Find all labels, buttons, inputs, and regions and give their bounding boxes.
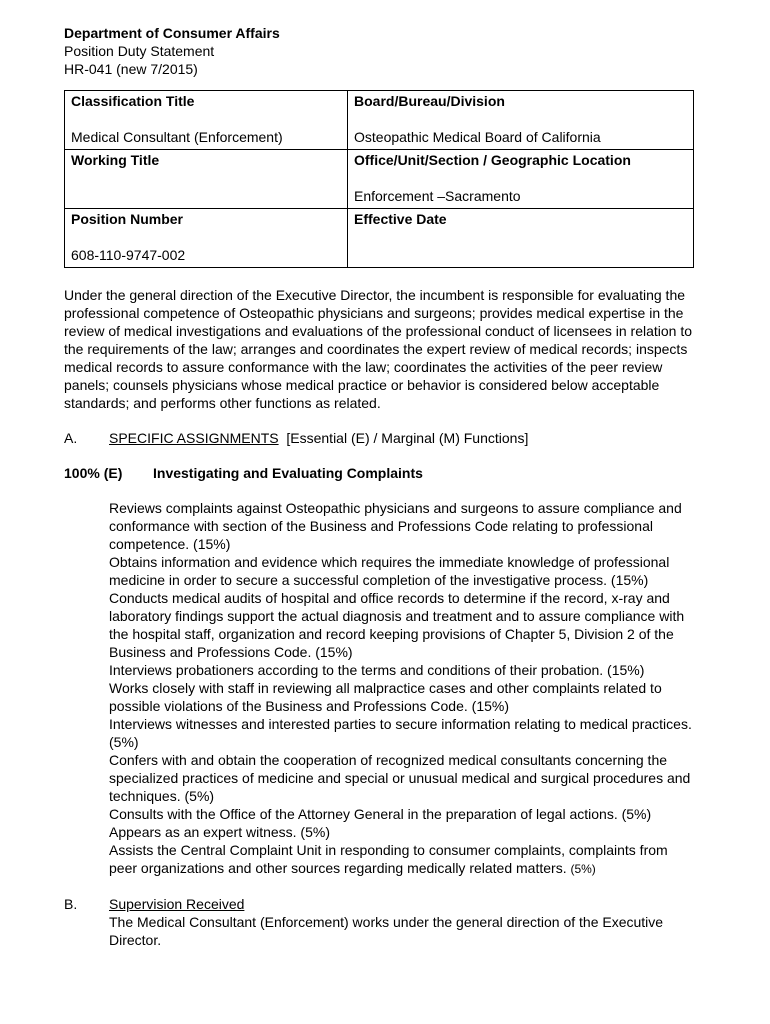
duty-item: Interviews probationers according to the terms and conditions of their probation. (15%) bbox=[109, 662, 645, 678]
board-cell bbox=[348, 91, 694, 150]
section-b-title: Supervision Received bbox=[109, 896, 245, 912]
section-a-heading bbox=[64, 429, 694, 447]
duty-item-text: Assists the Central Complaint Unit in responding to consumer complaints, complaints from peer organizations and other sources regarding medically related matters. bbox=[109, 842, 668, 876]
duty-statement-page bbox=[64, 24, 694, 949]
classification-title-cell bbox=[65, 91, 348, 150]
section-a-letter: A. bbox=[64, 430, 78, 446]
duty-item: Conducts medical audits of hospital and office records to determine if the record, x-ray and laboratory findings support the actual diagnosis and treatment and to assure compliance with the hospital staff, organization and record keeping provisions of Chapter 5, Division 2 of the Business and Professions Code. (15%) bbox=[109, 590, 685, 660]
section-b-letter: B. bbox=[64, 896, 78, 912]
duty-item: Appears as an expert witness. (5%) bbox=[109, 824, 330, 840]
function-heading bbox=[64, 464, 694, 482]
office-label: Office/Unit/Section / Geographic Location bbox=[354, 152, 631, 168]
function-percent: 100% (E) bbox=[64, 465, 123, 481]
office-value: Enforcement –Sacramento bbox=[354, 188, 521, 204]
position-number-value: 608-110-9747-002 bbox=[71, 247, 186, 263]
document-title: Position Duty Statement bbox=[64, 43, 215, 59]
position-number-label: Position Number bbox=[71, 211, 184, 227]
duty-item bbox=[109, 841, 694, 878]
effective-date-label: Effective Date bbox=[354, 211, 447, 227]
department-name: Department of Consumer Affairs bbox=[64, 25, 280, 41]
working-title-label: Working Title bbox=[71, 152, 160, 168]
position-number-cell bbox=[65, 209, 348, 268]
duty-item-percent: (5%) bbox=[570, 862, 596, 876]
section-a-title: SPECIFIC ASSIGNMENTS bbox=[109, 430, 279, 446]
duty-item: Obtains information and evidence which requires the immediate knowledge of professional medicine in order to secure a successful completion of the investigative process. (15%) bbox=[109, 554, 670, 588]
section-b bbox=[64, 895, 694, 949]
duty-item: Interviews witnesses and interested parties to secure information relating to medical practices. (5%) bbox=[109, 716, 692, 750]
duty-item: Reviews complaints against Osteopathic physicians and surgeons to assure compliance and conformance with section of the Business and Professions Code relating to professional competence. (15%) bbox=[109, 500, 682, 552]
section-b-text: The Medical Consultant (Enforcement) works under the general direction of the Executive Director. bbox=[109, 914, 664, 948]
document-header bbox=[64, 24, 694, 78]
duty-item: Consults with the Office of the Attorney General in the preparation of legal actions. (5%) bbox=[109, 806, 652, 822]
office-cell bbox=[348, 150, 694, 209]
section-a-note: [Essential (E) / Marginal (M) Functions] bbox=[286, 430, 529, 446]
working-title-cell bbox=[65, 150, 348, 209]
classification-title-value: Medical Consultant (Enforcement) bbox=[71, 129, 283, 145]
form-code: HR-041 (new 7/2015) bbox=[64, 61, 198, 77]
effective-date-cell bbox=[348, 209, 694, 268]
duty-item: Confers with and obtain the cooperation of recognized medical consultants concerning the specialized practices of medicine and special or unusual medical and surgical procedures and techniques. (5%) bbox=[109, 752, 691, 804]
duty-item: Works closely with staff in reviewing all malpractice cases and other complaints related to possible violations of the Business and Professions Code. (15%) bbox=[109, 680, 662, 714]
position-info-table bbox=[64, 90, 694, 268]
working-title-value bbox=[71, 187, 341, 205]
duties-list bbox=[109, 499, 694, 878]
board-value: Osteopathic Medical Board of California bbox=[354, 129, 601, 145]
function-title: Investigating and Evaluating Complaints bbox=[153, 465, 423, 481]
intro-paragraph: Under the general direction of the Executive Director, the incumbent is responsible for evaluating the professional competence of Osteopathic physicians and surgeons; provides medical expertise in the review of medical investigations and evaluations of the professional conduct of licensees in relation to the requirements of the law; arranges and coordinates the expert review of medical records; inspects medical records to assure conformance with the law; coordinates the activities of the peer review panels; counsels physicians whose medical practice or behavior is considered below acceptable standards; and performs other functions as related. bbox=[64, 287, 693, 411]
classification-title-label: Classification Title bbox=[71, 93, 195, 109]
board-label: Board/Bureau/Division bbox=[354, 93, 505, 109]
